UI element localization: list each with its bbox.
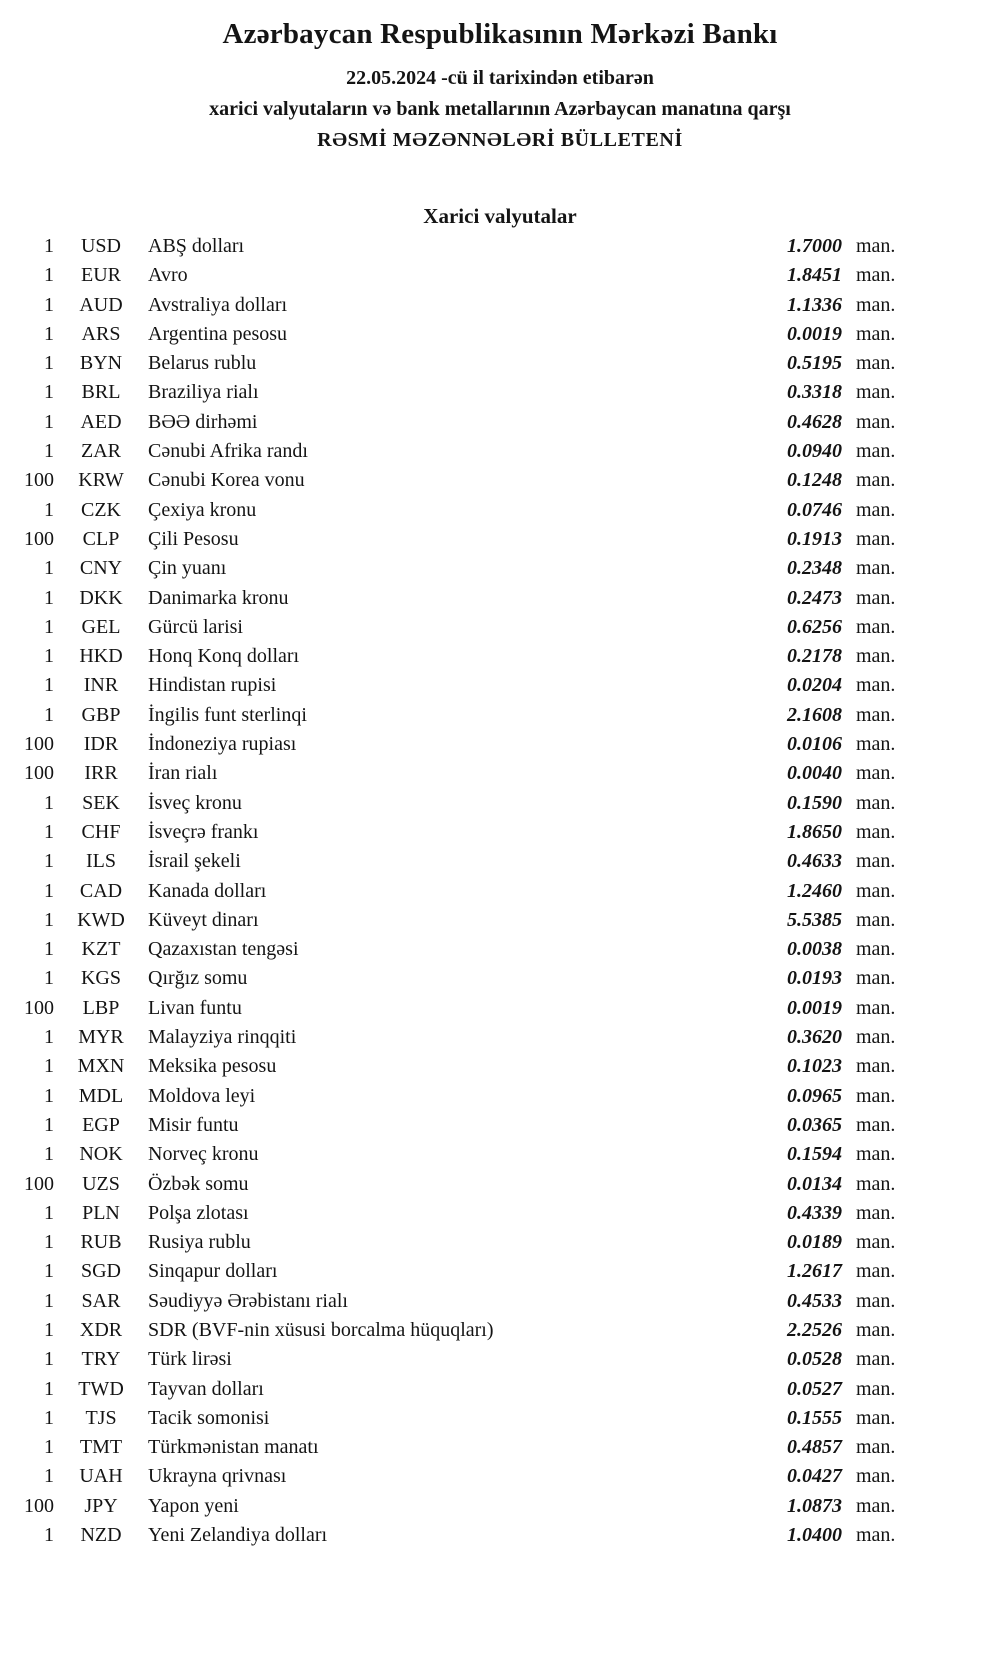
row-currency-name: Braziliya rialı <box>148 381 259 404</box>
table-row <box>8 1378 928 1407</box>
row-quantity: 1 <box>44 235 54 257</box>
table-row <box>8 762 928 791</box>
row-rate: 0.2473 <box>787 586 842 609</box>
row-rate: 0.1248 <box>787 469 842 492</box>
row-unit: man. <box>856 762 896 785</box>
row-unit: man. <box>856 293 896 316</box>
row-currency-name: Polşa zlotası <box>148 1201 249 1224</box>
row-rate: 0.3318 <box>787 381 842 404</box>
row-unit: man. <box>856 908 896 931</box>
row-rate: 0.0746 <box>787 498 842 521</box>
row-quantity: 100 <box>24 469 54 492</box>
row-currency-code: GEL <box>81 615 121 638</box>
row-currency-code: SAR <box>81 1289 121 1312</box>
row-unit: man. <box>856 850 896 873</box>
row-currency-code: EGP <box>82 1113 120 1136</box>
row-rate: 0.0038 <box>787 938 842 961</box>
row-currency-code: KGS <box>80 967 121 990</box>
table-row <box>8 1436 928 1465</box>
row-currency-code: HKD <box>79 645 123 668</box>
row-rate: 1.2617 <box>787 1260 842 1283</box>
row-currency-name: İsveç kronu <box>148 791 242 814</box>
table-row <box>8 469 928 498</box>
table-row <box>8 616 928 645</box>
row-currency-name: Çin yuanı <box>148 557 227 580</box>
row-quantity: 1 <box>44 1406 54 1429</box>
row-unit: man. <box>856 1026 896 1049</box>
row-currency-code: CLP <box>82 527 120 550</box>
row-currency-code: CNY <box>79 557 123 580</box>
row-rate: 0.0040 <box>787 762 842 785</box>
row-unit: man. <box>856 1406 896 1429</box>
table-row <box>8 323 928 352</box>
row-currency-code: TMT <box>79 1436 123 1459</box>
row-unit: man. <box>856 1436 896 1459</box>
row-currency-name: Ukrayna qrivnası <box>148 1465 287 1488</box>
row-currency-code: MXN <box>77 1055 125 1078</box>
row-currency-code: USD <box>80 235 121 257</box>
row-currency-name: ABŞ dolları <box>148 235 245 257</box>
row-quantity: 1 <box>44 1231 54 1254</box>
row-rate: 0.4633 <box>787 850 842 873</box>
row-currency-code: INR <box>83 674 119 697</box>
table-row <box>8 1114 928 1143</box>
row-quantity: 1 <box>44 1289 54 1312</box>
row-quantity: 1 <box>44 352 54 375</box>
row-unit: man. <box>856 381 896 404</box>
table-row <box>8 557 928 586</box>
row-unit: man. <box>856 996 896 1019</box>
row-currency-name: Türk lirəsi <box>148 1348 232 1371</box>
row-quantity: 1 <box>44 1377 54 1400</box>
row-unit: man. <box>856 879 896 902</box>
row-unit: man. <box>856 733 896 756</box>
row-currency-code: EUR <box>81 264 121 287</box>
row-rate: 0.1555 <box>787 1406 842 1429</box>
row-currency-code: TRY <box>81 1348 121 1371</box>
table-row <box>8 528 928 557</box>
table-row <box>8 967 928 996</box>
row-unit: man. <box>856 1055 896 1078</box>
row-rate: 0.0528 <box>787 1348 842 1371</box>
table-row <box>8 1290 928 1319</box>
table-row <box>8 938 928 967</box>
row-unit: man. <box>856 557 896 580</box>
row-unit: man. <box>856 352 896 375</box>
row-quantity: 1 <box>44 967 54 990</box>
row-rate: 0.0193 <box>787 967 842 990</box>
row-rate: 0.0965 <box>787 1084 842 1107</box>
table-row <box>8 381 928 410</box>
row-rate: 0.2348 <box>787 557 842 580</box>
row-currency-name: Avstraliya dolları <box>148 293 288 316</box>
row-unit: man. <box>856 410 896 433</box>
row-quantity: 1 <box>44 674 54 697</box>
table-row <box>8 880 928 909</box>
row-unit: man. <box>856 703 896 726</box>
row-rate: 2.1608 <box>787 703 842 726</box>
row-rate: 1.7000 <box>787 235 842 257</box>
row-currency-name: Meksika pesosu <box>148 1055 277 1078</box>
row-currency-name: Səudiyyə Ərəbistanı rialı <box>148 1289 348 1312</box>
table-row <box>8 1348 928 1377</box>
table-row <box>8 1231 928 1260</box>
row-rate: 0.0940 <box>787 440 842 463</box>
row-unit: man. <box>856 1231 896 1254</box>
row-unit: man. <box>856 1465 896 1488</box>
row-rate: 1.1336 <box>787 293 842 316</box>
row-rate: 1.0873 <box>787 1494 842 1517</box>
row-quantity: 1 <box>44 615 54 638</box>
row-rate: 0.2178 <box>787 645 842 668</box>
row-currency-code: IDR <box>83 733 119 756</box>
row-currency-name: Malayziya rinqqiti <box>148 1026 297 1049</box>
row-rate: 0.0189 <box>787 1231 842 1254</box>
row-unit: man. <box>856 527 896 550</box>
table-row <box>8 294 928 323</box>
table-row <box>8 1495 928 1524</box>
row-currency-name: Honq Konq dolları <box>148 645 300 668</box>
table-row <box>8 704 928 733</box>
row-currency-code: SGD <box>80 1260 121 1283</box>
table-row <box>8 235 928 264</box>
row-rate: 1.2460 <box>787 879 842 902</box>
row-unit: man. <box>856 235 896 257</box>
row-quantity: 1 <box>44 791 54 814</box>
row-quantity: 1 <box>44 498 54 521</box>
row-currency-name: Türkmənistan manatı <box>148 1436 319 1459</box>
row-unit: man. <box>856 674 896 697</box>
row-currency-code: MYR <box>78 1026 124 1049</box>
row-currency-code: KWD <box>77 908 125 931</box>
row-currency-name: Hindistan rupisi <box>148 674 277 697</box>
row-rate: 0.0204 <box>787 674 842 697</box>
table-row <box>8 909 928 938</box>
row-currency-code: ZAR <box>81 440 121 463</box>
row-quantity: 1 <box>44 381 54 404</box>
row-quantity: 1 <box>44 820 54 843</box>
row-currency-code: PLN <box>82 1201 120 1224</box>
row-rate: 0.4857 <box>787 1436 842 1459</box>
row-currency-name: BƏƏ dirhəmi <box>148 410 258 433</box>
row-currency-code: XDR <box>79 1318 123 1341</box>
row-quantity: 1 <box>44 1348 54 1371</box>
row-unit: man. <box>856 586 896 609</box>
table-row <box>8 821 928 850</box>
table-row <box>8 792 928 821</box>
row-currency-name: Livan funtu <box>148 996 242 1019</box>
row-currency-code: KRW <box>78 469 124 492</box>
row-quantity: 100 <box>24 733 54 756</box>
row-rate: 0.3620 <box>787 1026 842 1049</box>
row-currency-code: IRR <box>84 762 118 785</box>
row-rate: 1.8650 <box>787 820 842 843</box>
row-currency-name: Qırğız somu <box>148 967 248 990</box>
row-currency-code: BYN <box>79 352 123 375</box>
table-row <box>8 1465 928 1494</box>
table-row <box>8 645 928 674</box>
row-rate: 0.0019 <box>787 996 842 1019</box>
row-quantity: 1 <box>44 1143 54 1166</box>
row-quantity: 1 <box>44 264 54 287</box>
row-currency-code: CZK <box>81 498 121 521</box>
row-currency-name: İran rialı <box>148 762 218 785</box>
row-unit: man. <box>856 1143 896 1166</box>
row-quantity: 1 <box>44 557 54 580</box>
row-currency-name: Avro <box>148 264 188 287</box>
row-currency-name: İsveçrə frankı <box>148 820 259 843</box>
row-currency-name: Küveyt dinarı <box>148 908 259 931</box>
row-currency-name: SDR (BVF-nin xüsusi borcalma hüquqları) <box>148 1318 494 1341</box>
row-unit: man. <box>856 1113 896 1136</box>
row-currency-code: UZS <box>82 1172 120 1195</box>
row-currency-name: Danimarka kronu <box>148 586 289 609</box>
row-quantity: 1 <box>44 938 54 961</box>
row-currency-name: İsrail şekeli <box>148 850 241 873</box>
row-quantity: 100 <box>24 1172 54 1195</box>
row-quantity: 100 <box>24 762 54 785</box>
row-rate: 2.2526 <box>787 1318 842 1341</box>
row-unit: man. <box>856 820 896 843</box>
row-currency-name: Kanada dolları <box>148 879 267 902</box>
row-quantity: 1 <box>44 410 54 433</box>
bulletin-title: RƏSMİ MƏZƏNNƏLƏRİ BÜLLETENİ <box>317 129 683 151</box>
row-unit: man. <box>856 615 896 638</box>
section-title-foreign-currencies: Xarici valyutalar <box>423 204 577 228</box>
table-row <box>8 1202 928 1231</box>
row-currency-name: Sinqapur dolları <box>148 1260 278 1283</box>
table-row <box>8 1055 928 1084</box>
row-currency-code: KZT <box>81 938 121 961</box>
subtitle-line: xarici valyutaların və bank metallarının Azərbaycan manatına qarşı <box>209 98 791 120</box>
row-unit: man. <box>856 1318 896 1341</box>
row-currency-code: ILS <box>86 850 116 873</box>
table-row <box>8 411 928 440</box>
row-currency-code: TJS <box>85 1406 117 1429</box>
row-currency-code: NZD <box>80 1524 122 1547</box>
row-currency-code: ARS <box>81 322 121 345</box>
row-currency-name: Cənubi Afrika randı <box>148 440 308 463</box>
row-currency-code: JPY <box>84 1494 118 1517</box>
row-quantity: 1 <box>44 1524 54 1547</box>
table-row <box>8 1026 928 1055</box>
table-row <box>8 587 928 616</box>
row-rate: 0.4339 <box>787 1201 842 1224</box>
row-currency-code: UAH <box>79 1465 123 1488</box>
row-currency-name: Yeni Zelandiya dolları <box>148 1524 328 1547</box>
row-unit: man. <box>856 1494 896 1517</box>
row-unit: man. <box>856 1260 896 1283</box>
table-row <box>8 733 928 762</box>
row-rate: 0.0365 <box>787 1113 842 1136</box>
row-rate: 5.5385 <box>787 908 842 931</box>
row-rate: 0.0106 <box>787 733 842 756</box>
row-currency-code: DKK <box>79 586 123 609</box>
row-currency-code: AED <box>80 410 122 433</box>
table-row <box>8 1319 928 1348</box>
page-title: Azərbaycan Respublikasının Mərkəzi Bankı <box>222 18 778 50</box>
row-unit: man. <box>856 440 896 463</box>
row-unit: man. <box>856 322 896 345</box>
row-quantity: 1 <box>44 322 54 345</box>
row-currency-code: MDL <box>78 1084 124 1107</box>
date-line: 22.05.2024 -cü il tarixindən etibarən <box>346 67 654 89</box>
row-rate: 0.4533 <box>787 1289 842 1312</box>
row-rate: 0.1913 <box>787 527 842 550</box>
row-quantity: 1 <box>44 703 54 726</box>
row-currency-code: GBP <box>81 703 121 726</box>
row-unit: man. <box>856 498 896 521</box>
row-quantity: 100 <box>24 996 54 1019</box>
row-rate: 0.1590 <box>787 791 842 814</box>
row-currency-name: Tacik somonisi <box>148 1406 270 1429</box>
table-row <box>8 1260 928 1289</box>
row-quantity: 1 <box>44 1113 54 1136</box>
row-quantity: 1 <box>44 850 54 873</box>
row-quantity: 1 <box>44 586 54 609</box>
row-currency-code: LBP <box>82 996 120 1019</box>
table-row <box>8 1407 928 1436</box>
row-unit: man. <box>856 967 896 990</box>
row-quantity: 1 <box>44 293 54 316</box>
row-currency-name: İndoneziya rupiası <box>148 733 297 756</box>
table-row <box>8 499 928 528</box>
row-quantity: 1 <box>44 1026 54 1049</box>
row-currency-name: Tayvan dolları <box>148 1377 264 1400</box>
table-row <box>8 440 928 469</box>
table-row <box>8 1524 928 1553</box>
table-row <box>8 997 928 1026</box>
row-currency-name: Gürcü larisi <box>148 615 243 638</box>
row-rate: 0.1023 <box>787 1055 842 1078</box>
row-rate: 0.6256 <box>787 615 842 638</box>
row-quantity: 1 <box>44 1055 54 1078</box>
table-row <box>8 264 928 293</box>
row-unit: man. <box>856 1172 896 1195</box>
row-unit: man. <box>856 1084 896 1107</box>
row-currency-code: CHF <box>81 820 121 843</box>
row-rate: 1.8451 <box>787 264 842 287</box>
row-quantity: 1 <box>44 1201 54 1224</box>
row-quantity: 1 <box>44 1318 54 1341</box>
table-row <box>8 1143 928 1172</box>
table-row <box>8 674 928 703</box>
row-rate: 1.0400 <box>787 1524 842 1547</box>
table-row <box>8 352 928 381</box>
row-unit: man. <box>856 1348 896 1371</box>
row-currency-name: İngilis funt sterlinqi <box>148 703 307 726</box>
rates-table <box>0 233 1000 1553</box>
row-currency-name: Argentina pesosu <box>148 322 288 345</box>
row-currency-name: Misir funtu <box>148 1113 239 1136</box>
row-unit: man. <box>856 938 896 961</box>
row-currency-name: Yapon yeni <box>148 1494 239 1517</box>
row-unit: man. <box>856 645 896 668</box>
row-currency-code: RUB <box>80 1231 122 1254</box>
row-currency-code: CAD <box>79 879 123 902</box>
row-rate: 0.5195 <box>787 352 842 375</box>
row-currency-code: SEK <box>82 791 120 814</box>
row-currency-code: TWD <box>78 1377 124 1400</box>
row-currency-name: Rusiya rublu <box>148 1231 251 1254</box>
row-rate: 0.0427 <box>787 1465 842 1488</box>
row-quantity: 1 <box>44 1465 54 1488</box>
row-currency-name: Cənubi Korea vonu <box>148 469 305 492</box>
row-currency-code: AUD <box>79 293 123 316</box>
row-currency-name: Moldova leyi <box>148 1084 256 1107</box>
row-unit: man. <box>856 1201 896 1224</box>
row-rate: 0.1594 <box>787 1143 842 1166</box>
row-quantity: 1 <box>44 1436 54 1459</box>
row-quantity: 1 <box>44 879 54 902</box>
row-currency-name: Qazaxıstan tengəsi <box>148 938 299 961</box>
row-quantity: 1 <box>44 440 54 463</box>
row-currency-code: BRL <box>81 381 121 404</box>
row-currency-name: Belarus rublu <box>148 352 257 375</box>
row-rate: 0.0134 <box>787 1172 842 1195</box>
row-unit: man. <box>856 1524 896 1547</box>
row-currency-code: NOK <box>79 1143 123 1166</box>
row-quantity: 1 <box>44 1260 54 1283</box>
table-row <box>8 1085 928 1114</box>
table-row <box>8 1173 928 1202</box>
row-unit: man. <box>856 264 896 287</box>
row-unit: man. <box>856 791 896 814</box>
row-currency-name: Çexiya kronu <box>148 498 257 521</box>
row-quantity: 100 <box>24 527 54 550</box>
row-rate: 0.4628 <box>787 410 842 433</box>
row-unit: man. <box>856 1377 896 1400</box>
row-quantity: 1 <box>44 908 54 931</box>
row-quantity: 1 <box>44 1084 54 1107</box>
row-rate: 0.0019 <box>787 322 842 345</box>
table-row <box>8 850 928 879</box>
row-quantity: 100 <box>24 1494 54 1517</box>
row-unit: man. <box>856 469 896 492</box>
row-quantity: 1 <box>44 645 54 668</box>
row-unit: man. <box>856 1289 896 1312</box>
row-currency-name: Çili Pesosu <box>148 527 239 550</box>
row-currency-name: Norveç kronu <box>148 1143 259 1166</box>
row-currency-name: Özbək somu <box>148 1172 249 1195</box>
row-rate: 0.0527 <box>787 1377 842 1400</box>
